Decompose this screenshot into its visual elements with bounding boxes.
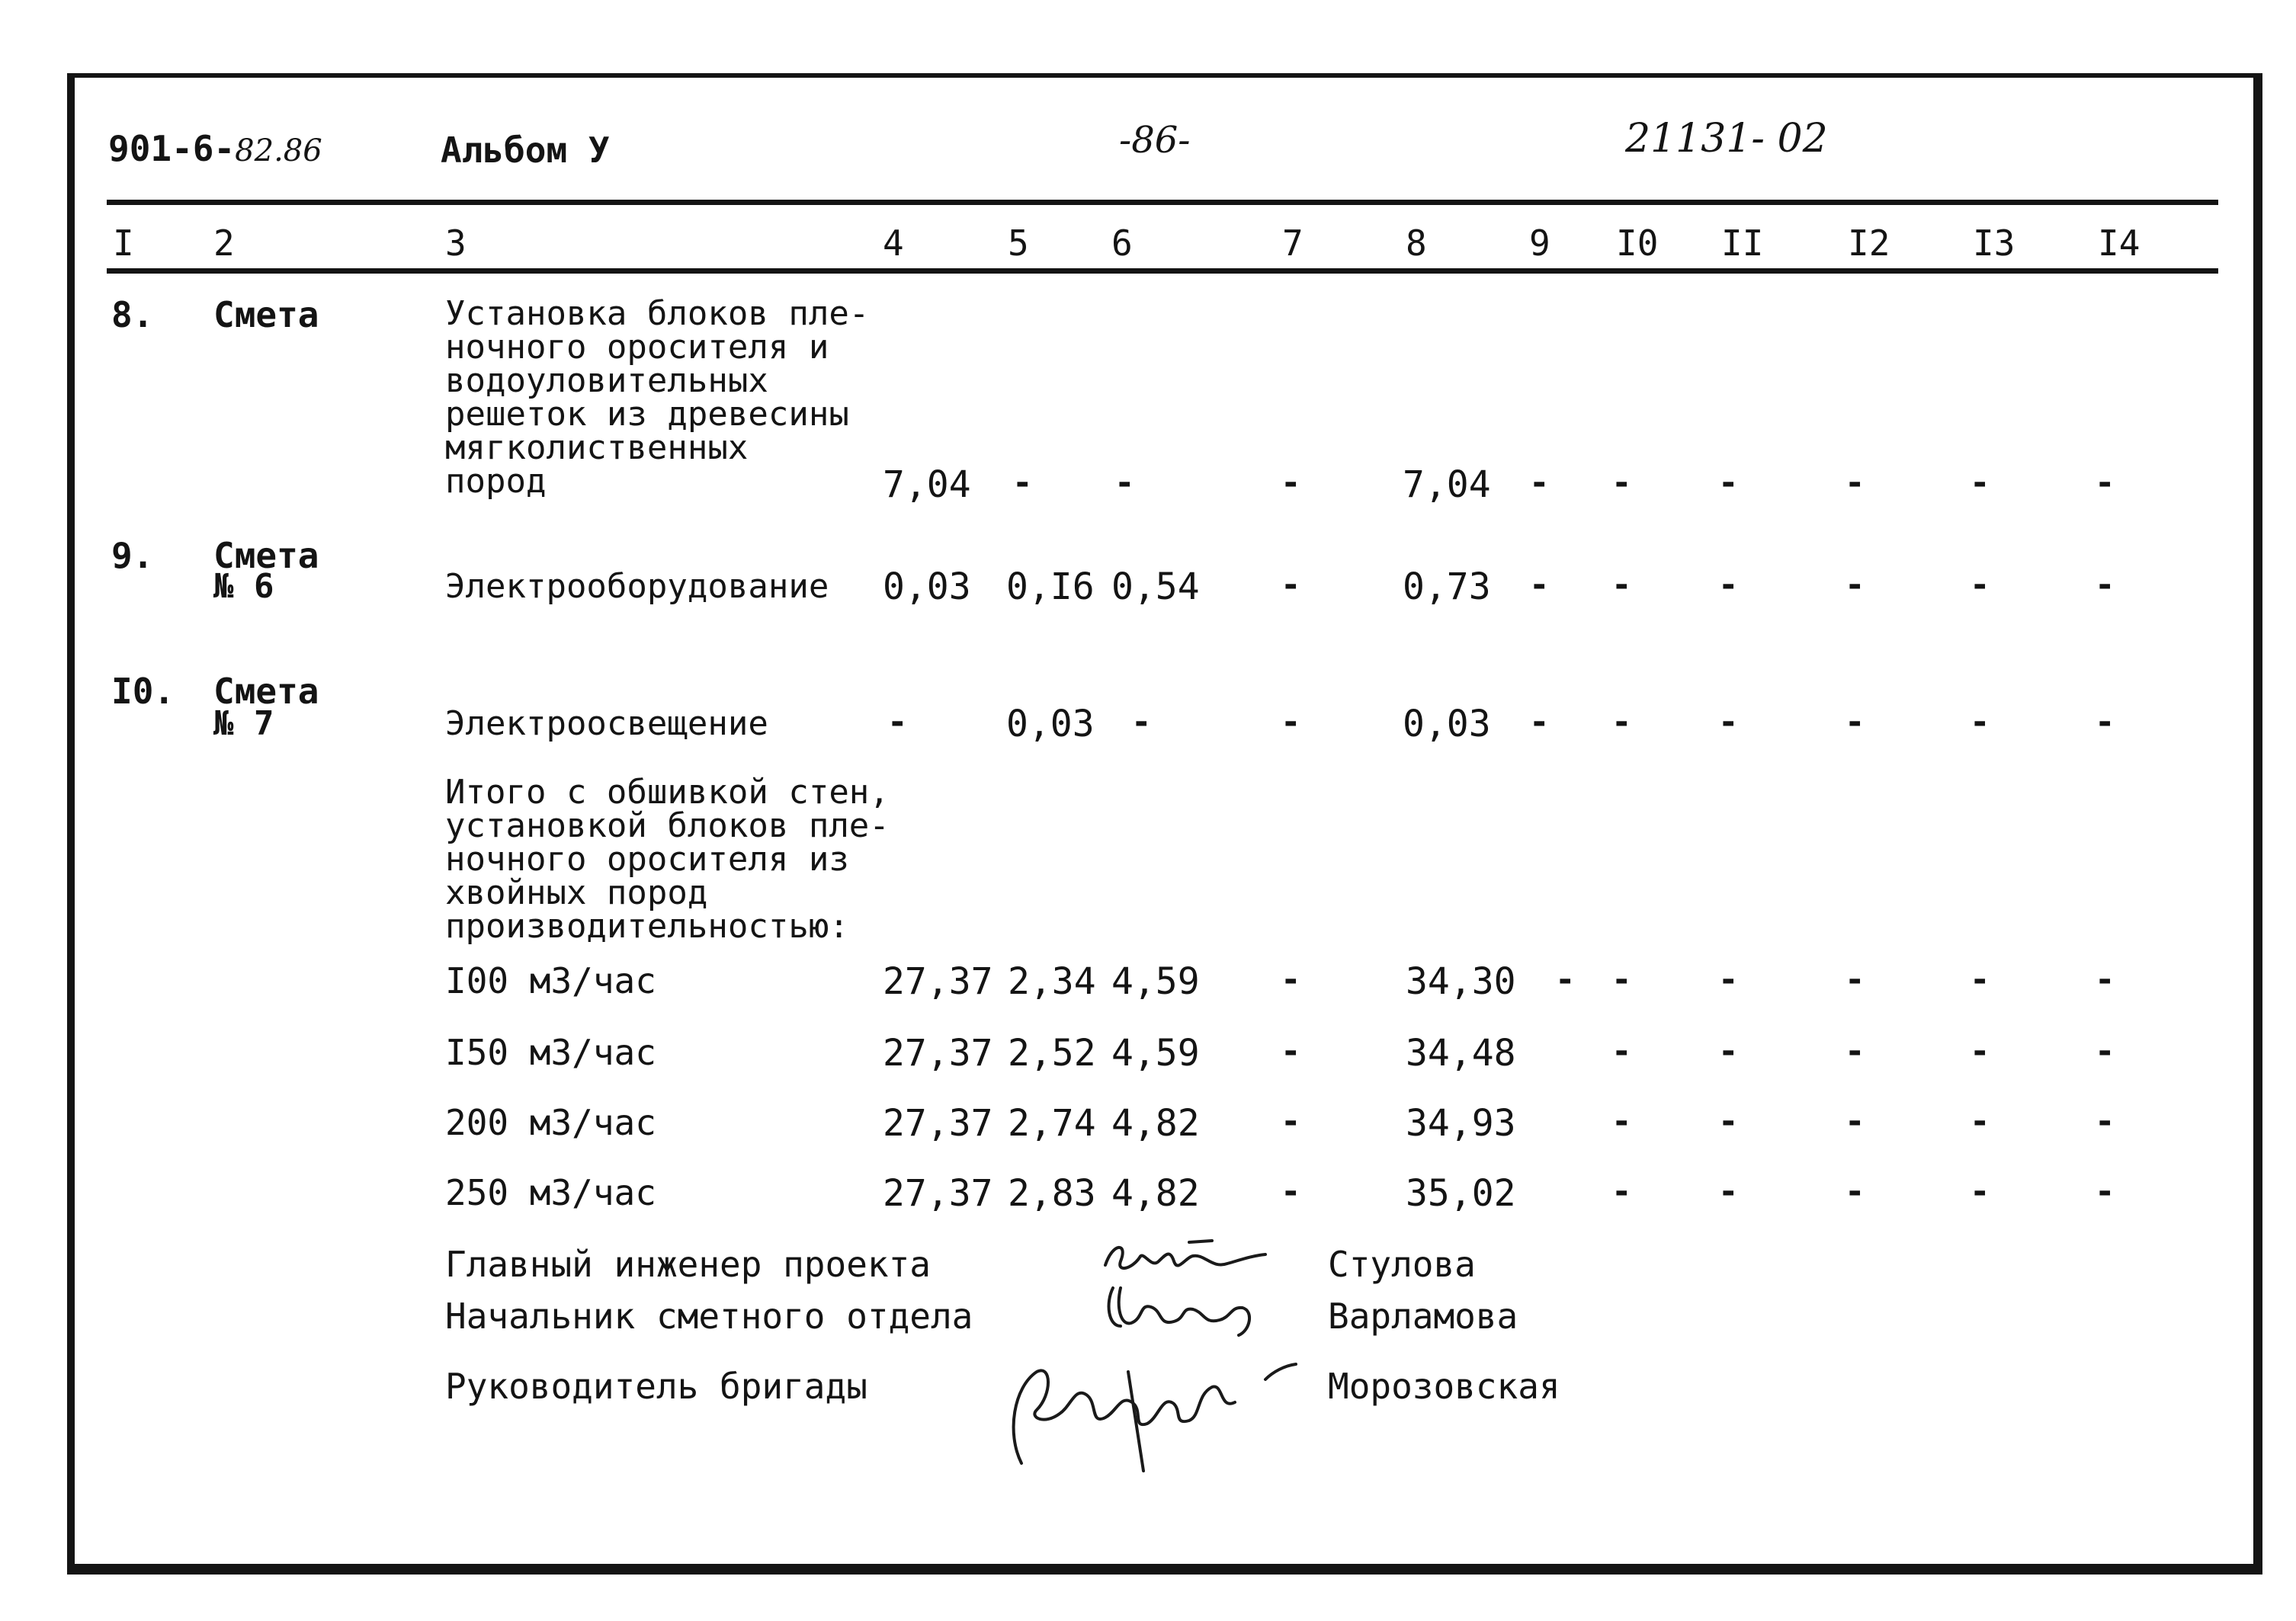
cell-col14: - <box>2095 703 2115 742</box>
cell-col12: - <box>1845 960 1865 999</box>
cell-col10: - <box>1611 1172 1632 1211</box>
cell-col12: - <box>1845 1102 1865 1141</box>
cell-col14: - <box>2095 1102 2115 1141</box>
cell-col5: 2,34 <box>1008 960 1096 1003</box>
cell-col8: 0,03 <box>1403 703 1491 745</box>
col-head-5: 5 <box>1008 223 1029 264</box>
signer-name: Стулова <box>1328 1244 1476 1285</box>
cell-col14: - <box>2095 960 2115 999</box>
signer-name: Варламова <box>1328 1296 1518 1337</box>
cell-col10: - <box>1611 1032 1632 1071</box>
cell-col6: 4,59 <box>1111 1032 1200 1075</box>
col-head-2: 2 <box>213 223 235 264</box>
document-code-prefix: 901-6- <box>108 128 236 169</box>
cell-col11: - <box>1718 565 1739 604</box>
cell-col14: - <box>2095 1172 2115 1211</box>
row-number: I0. <box>111 671 175 712</box>
cell-col12: - <box>1845 463 1865 502</box>
row-description: Электроосвещение <box>445 704 768 743</box>
cell-col14: - <box>2095 565 2115 604</box>
page-number: -86- <box>1119 119 1191 162</box>
document-code <box>108 128 322 169</box>
cell-col13: - <box>1970 1032 1990 1071</box>
header-rule-top <box>107 200 2218 205</box>
cell-col13: - <box>1970 703 1990 742</box>
col-head-1: I <box>113 223 134 264</box>
cell-col11: - <box>1718 1102 1739 1141</box>
cell-col5: - <box>1012 463 1033 502</box>
estimate-label: Смета <box>213 294 319 335</box>
capacity-label: 250 м3/час <box>445 1172 656 1213</box>
col-head-11: II <box>1721 223 1764 264</box>
cell-col5: 2,74 <box>1008 1102 1096 1145</box>
cell-col6: 4,59 <box>1111 960 1200 1003</box>
row-number: 9. <box>111 535 154 576</box>
signature-mark <box>1098 1273 1281 1341</box>
cell-col13: - <box>1970 565 1990 604</box>
header-rule-bottom <box>107 268 2218 274</box>
cell-col4: 7,04 <box>883 463 971 506</box>
cell-col6: 0,54 <box>1111 565 1200 608</box>
total-label: Итого с обшивкой стен, установкой блоков пле- ночного оросителя из хвойных пород производительностью: <box>445 773 890 946</box>
cell-col8: 7,04 <box>1403 463 1491 506</box>
cell-col6: 4,82 <box>1111 1172 1200 1215</box>
cell-col8: 0,73 <box>1403 565 1491 608</box>
col-head-4: 4 <box>883 223 904 264</box>
signer-role: Главный инженер проекта <box>445 1244 931 1285</box>
row-description: Установка блоков пле- ночного оросителя и водоуловительных решеток из древесины мягколиственных пород <box>445 294 870 501</box>
cell-col14: - <box>2095 1032 2115 1071</box>
cell-col11: - <box>1718 703 1739 742</box>
cell-col7: - <box>1281 703 1301 742</box>
col-head-13: I3 <box>1973 223 2015 264</box>
cell-col10: - <box>1611 1102 1632 1141</box>
cell-col11: - <box>1718 1032 1739 1071</box>
row-number: 8. <box>111 294 154 335</box>
capacity-label: I50 м3/час <box>445 1032 656 1073</box>
cell-col13: - <box>1970 1172 1990 1211</box>
cell-col4: 0,03 <box>883 565 971 608</box>
cell-col10: - <box>1611 960 1632 999</box>
capacity-label: 200 м3/час <box>445 1102 656 1143</box>
col-head-10: I0 <box>1616 223 1659 264</box>
cell-col9: - <box>1555 960 1576 999</box>
cell-col5: 0,03 <box>1006 703 1095 745</box>
cell-col10: - <box>1611 463 1632 502</box>
cell-col7: - <box>1281 1032 1301 1071</box>
album-label: Альбом У <box>441 130 610 171</box>
cell-col5: 2,83 <box>1008 1172 1096 1215</box>
cell-col10: - <box>1611 703 1632 742</box>
cell-col9: - <box>1529 565 1550 604</box>
col-head-12: I2 <box>1848 223 1890 264</box>
cell-col8: 35,02 <box>1406 1172 1516 1215</box>
col-head-6: 6 <box>1111 223 1133 264</box>
cell-col6: - <box>1114 463 1135 502</box>
cell-col6: - <box>1131 703 1152 742</box>
cell-col13: - <box>1970 463 1990 502</box>
cell-col14: - <box>2095 463 2115 502</box>
cell-col8: 34,30 <box>1406 960 1516 1003</box>
cell-col9: - <box>1529 703 1550 742</box>
cell-col9: - <box>1529 463 1550 502</box>
col-head-3: 3 <box>445 223 467 264</box>
signer-name: Морозовская <box>1328 1366 1560 1407</box>
document-code-suffix: 82.86 <box>235 133 322 168</box>
estimate-number: № 6 <box>213 567 274 606</box>
cell-col5: 0,I6 <box>1006 565 1095 608</box>
sheet-number: 21131- 02 <box>1625 116 1828 162</box>
cell-col13: - <box>1970 1102 1990 1141</box>
cell-col4: 27,37 <box>883 1032 993 1075</box>
signer-role: Руководитель бригады <box>445 1366 867 1407</box>
signature-mark <box>991 1341 1311 1478</box>
cell-col11: - <box>1718 463 1739 502</box>
cell-col10: - <box>1611 565 1632 604</box>
cell-col12: - <box>1845 1032 1865 1071</box>
capacity-label: I00 м3/час <box>445 960 656 1001</box>
col-head-9: 9 <box>1529 223 1550 264</box>
cell-col7: - <box>1281 960 1301 999</box>
cell-col7: - <box>1281 1102 1301 1141</box>
cell-col13: - <box>1970 960 1990 999</box>
cell-col7: - <box>1281 463 1301 502</box>
col-head-7: 7 <box>1282 223 1304 264</box>
cell-col7: - <box>1281 565 1301 604</box>
cell-col11: - <box>1718 1172 1739 1211</box>
cell-col12: - <box>1845 703 1865 742</box>
row-description: Электрооборудование <box>445 567 829 606</box>
estimate-label: Смета <box>213 671 319 712</box>
cell-col4: 27,37 <box>883 1102 993 1145</box>
cell-col6: 4,82 <box>1111 1102 1200 1145</box>
cell-col5: 2,52 <box>1008 1032 1096 1075</box>
cell-col12: - <box>1845 1172 1865 1211</box>
cell-col4: 27,37 <box>883 1172 993 1215</box>
estimate-number: № 7 <box>213 704 274 743</box>
cell-col7: - <box>1281 1172 1301 1211</box>
col-head-14: I4 <box>2098 223 2140 264</box>
cell-col8: 34,48 <box>1406 1032 1516 1075</box>
cell-col12: - <box>1845 565 1865 604</box>
cell-col11: - <box>1718 960 1739 999</box>
cell-col8: 34,93 <box>1406 1102 1516 1145</box>
cell-col4: - <box>887 703 908 742</box>
cell-col4: 27,37 <box>883 960 993 1003</box>
col-head-8: 8 <box>1406 223 1427 264</box>
estimate-label: Смета <box>213 535 319 576</box>
signer-role: Начальник сметного отдела <box>445 1296 973 1337</box>
